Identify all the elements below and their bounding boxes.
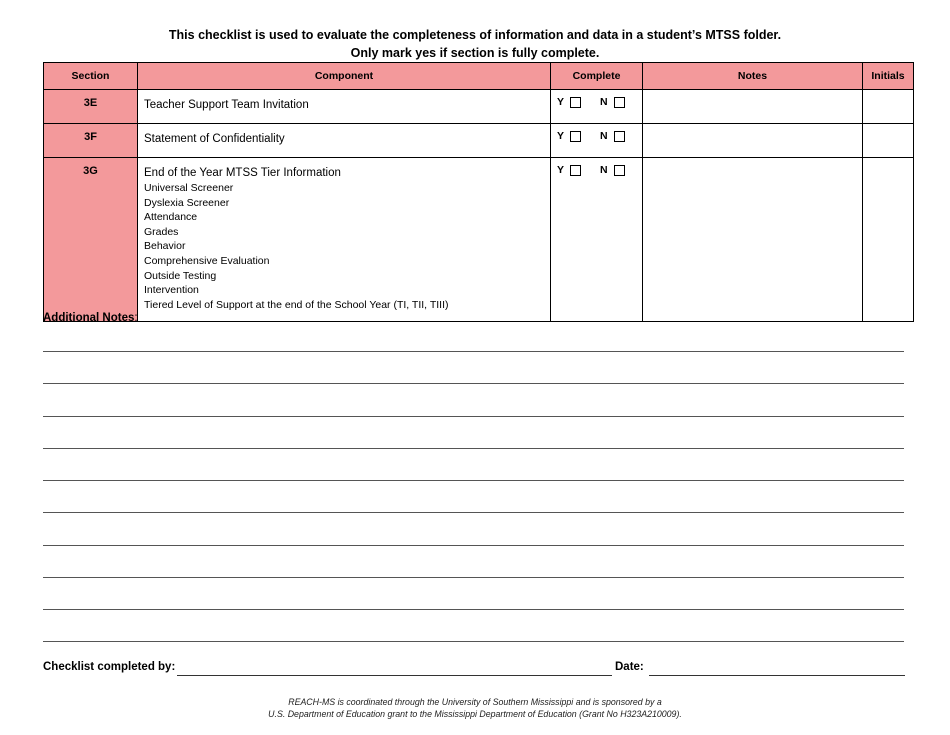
complete-cell <box>551 124 643 158</box>
additional-notes-label: Additional Notes: <box>43 312 138 324</box>
header-line-2: Only mark yes if section is fully complete. <box>350 46 600 60</box>
table-row <box>44 124 914 158</box>
note-line[interactable] <box>43 448 904 449</box>
no-label: N <box>599 96 608 109</box>
component-title: Statement of Confidentiality <box>144 133 285 145</box>
component-subitem: Universal Screener <box>144 182 234 194</box>
note-line[interactable] <box>43 545 904 546</box>
no-checkbox[interactable] <box>614 165 625 176</box>
yes-label: Y <box>557 164 565 177</box>
date-field[interactable] <box>649 675 905 676</box>
section-cell: 3G <box>44 158 138 322</box>
credit-line-2: U.S. Department of Education grant to the Mississippi Department of Education (Grant No H323A210009). <box>268 709 682 719</box>
table-row <box>44 158 914 322</box>
header-line-1: This checklist is used to evaluate the completeness of information and data in a student’s MTSS folder. <box>168 28 782 42</box>
yes-checkbox[interactable] <box>570 131 581 142</box>
date-label: Date: <box>615 661 644 673</box>
component-subitem: Dyslexia Screener <box>144 196 230 209</box>
note-line[interactable] <box>43 416 904 417</box>
component-subitem: Intervention <box>144 284 199 297</box>
yes-label: Y <box>557 130 565 143</box>
notes-cell[interactable] <box>643 90 863 124</box>
component-title: End of the Year MTSS Tier Information <box>144 167 341 179</box>
page-header <box>0 26 950 62</box>
column-header-notes: Notes <box>643 63 863 90</box>
no-checkbox[interactable] <box>614 131 625 142</box>
note-line[interactable] <box>43 641 904 642</box>
component-subitem: Tiered Level of Support at the end of the School Year (TI, TII, TIII) <box>144 298 449 311</box>
column-header-section: Section <box>44 63 138 90</box>
notes-cell[interactable] <box>643 158 863 322</box>
column-header-complete: Complete <box>551 63 643 90</box>
component-subitem: Grades <box>144 225 179 238</box>
complete-cell <box>551 158 643 322</box>
component-subitem: Outside Testing <box>144 269 217 282</box>
yes-checkbox[interactable] <box>570 165 581 176</box>
component-subitem: Behavior <box>144 240 186 253</box>
yes-label: Y <box>557 96 565 109</box>
note-line[interactable] <box>43 512 904 513</box>
notes-cell[interactable] <box>643 124 863 158</box>
component-subitem: Comprehensive Evaluation <box>144 254 270 267</box>
initials-cell[interactable] <box>863 90 914 124</box>
completed-by-field[interactable] <box>177 675 612 676</box>
no-checkbox[interactable] <box>614 97 625 108</box>
initials-cell[interactable] <box>863 158 914 322</box>
no-label: N <box>599 130 608 143</box>
section-cell: 3E <box>44 90 138 124</box>
column-header-component: Component <box>138 63 551 90</box>
footer-credit <box>0 696 950 720</box>
note-line[interactable] <box>43 351 904 352</box>
component-subitem: Attendance <box>144 211 198 224</box>
checklist-table <box>43 62 914 322</box>
completed-by-label: Checklist completed by: <box>43 661 176 673</box>
no-label: N <box>599 164 608 177</box>
note-line[interactable] <box>43 383 904 384</box>
note-line[interactable] <box>43 609 904 610</box>
table-row <box>44 90 914 124</box>
component-cell <box>138 124 551 158</box>
complete-cell <box>551 90 643 124</box>
yes-checkbox[interactable] <box>570 97 581 108</box>
component-cell <box>138 158 551 322</box>
note-line[interactable] <box>43 480 904 481</box>
column-header-initials: Initials <box>863 63 914 90</box>
component-title: Teacher Support Team Invitation <box>144 99 309 111</box>
table-header-row <box>44 63 914 90</box>
section-cell: 3F <box>44 124 138 158</box>
initials-cell[interactable] <box>863 124 914 158</box>
component-cell <box>138 90 551 124</box>
note-line[interactable] <box>43 577 904 578</box>
credit-line-1: REACH-MS is coordinated through the University of Southern Mississippi and is sponsored by a <box>288 697 662 707</box>
